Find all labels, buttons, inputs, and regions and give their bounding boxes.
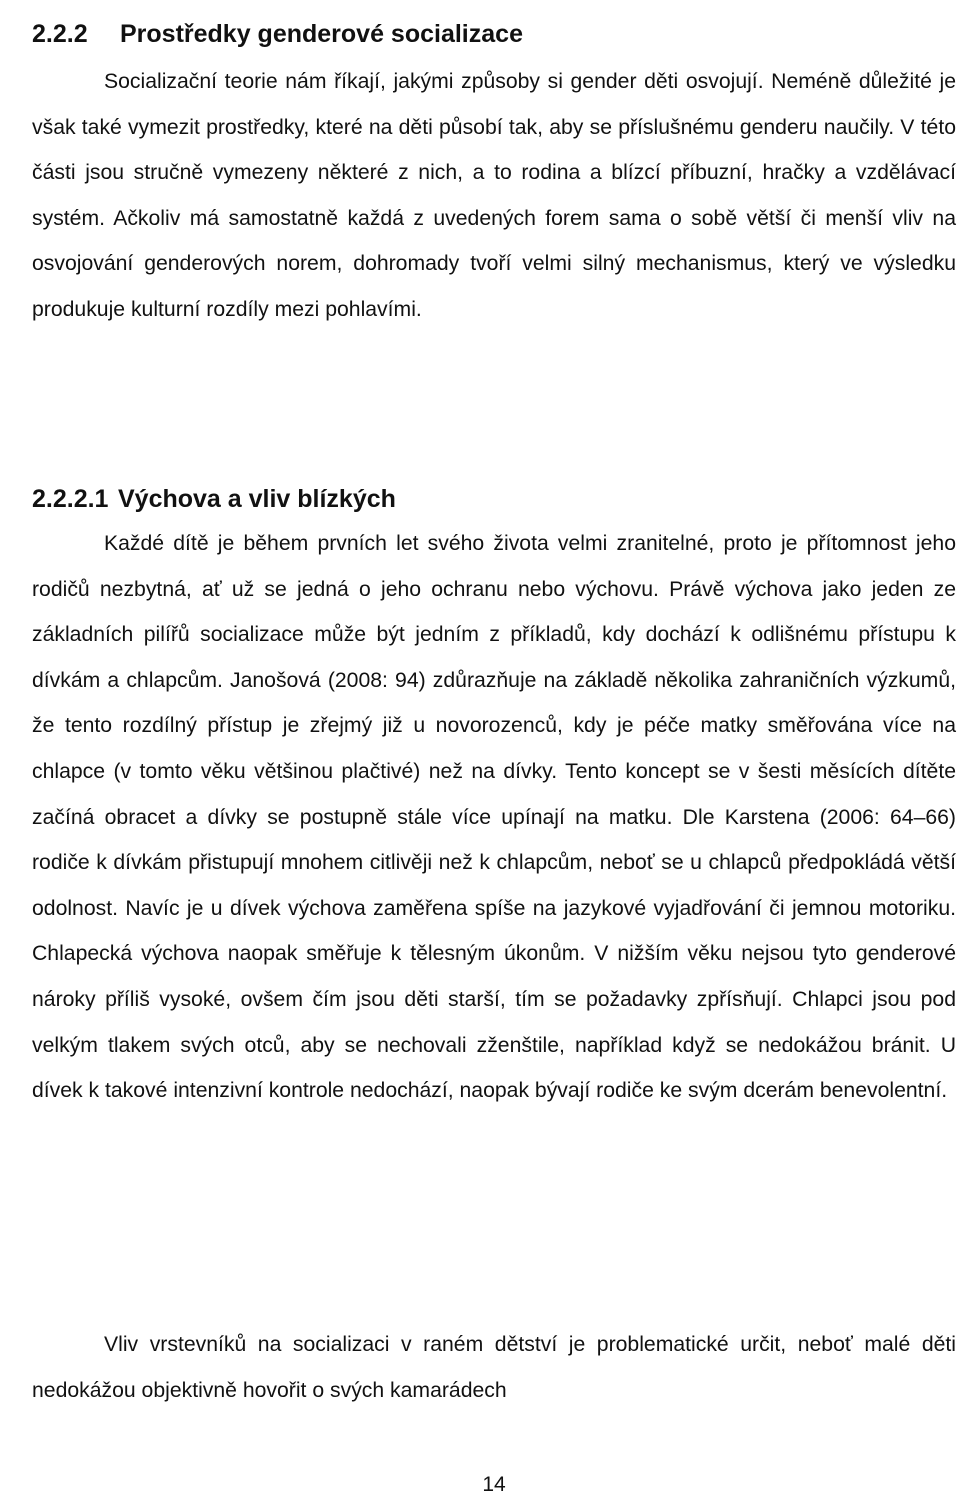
section-paragraph: Socializační teorie nám říkají, jakými způsoby si gender děti osvojují. Neméně důležité je však také vymezit prostředky, které na děti působí tak, aby se příslušnému genderu naučily. V této části jsou stručně vymezeny některé z nich, a to rodina a blízcí příbuzní, hračky a vzdělávací systém. Ačkoliv má samostatně každá z uvedených forem sama o sobě větší či menší vliv na osvojování genderových norem, dohromady tvoří velmi silný mechanismus, který ve výsledku produkuje kulturní rozdíly mezi pohlavími. bbox=[32, 70, 956, 321]
subsection-paragraph-1: Každé dítě je během prvních let svého života velmi zranitelné, proto je přítomnost jeho rodičů nezbytná, ať už se jedná o jeho ochranu nebo výchovu. Právě výchova jako jeden ze základních pilířů socializace může být jedním z příkladů, kdy dochází k odlišnému přístupu k dívkám a chlapcům. Janošová (2008: 94) zdůrazňuje na základě několika zahraničních výzkumů, že tento rozdílný přístup je zřejmý již u novorozenců, kdy je péče matky směřována více na chlapce (v tomto věku většinou plačtivé) než na dívky. Tento koncept se v šesti měsících dítěte začíná obracet a dívky se postupně stále více upínají na matku. Dle Karstena (2006: 64–66) rodiče k dívkám přistupují mnohem citlivěji než k chlapcům, neboť se u chlapců předpokládá větší odolnost. Navíc je u dívek výchova zaměřena spíše na jazykové vyjadřování či jemnou motoriku. Chlapecká výchova naopak směřuje k tělesným úkonům. V nižším věku nejsou tyto genderové nároky příliš vysoké, ovšem čím jsou děti starší, tím se požadavky zpřísňují. Chlapci jsou pod velkým tlakem svých otců, aby se nechovali zženštile, například když se nedokážou bránit. U dívek k takové intenzivní kontrole nedochází, naopak bývají rodiče ke svým dcerám benevolentní. bbox=[32, 532, 956, 1103]
page-number: 14 bbox=[482, 1473, 506, 1496]
subsection-heading bbox=[32, 484, 396, 514]
section-heading bbox=[32, 19, 523, 49]
subsection-paragraph-2: Vliv vrstevníků na socializaci v raném dětství je problematické určit, neboť malé děti nedokážou objektivně hovořit o svých kamarádech bbox=[32, 1333, 956, 1402]
subsection-title: Výchova a vliv blízkých bbox=[118, 485, 396, 513]
section-title: Prostředky genderové socializace bbox=[120, 19, 523, 48]
section-number: 2.2.2 bbox=[32, 19, 88, 48]
subsection-number: 2.2.2.1 bbox=[32, 485, 109, 513]
